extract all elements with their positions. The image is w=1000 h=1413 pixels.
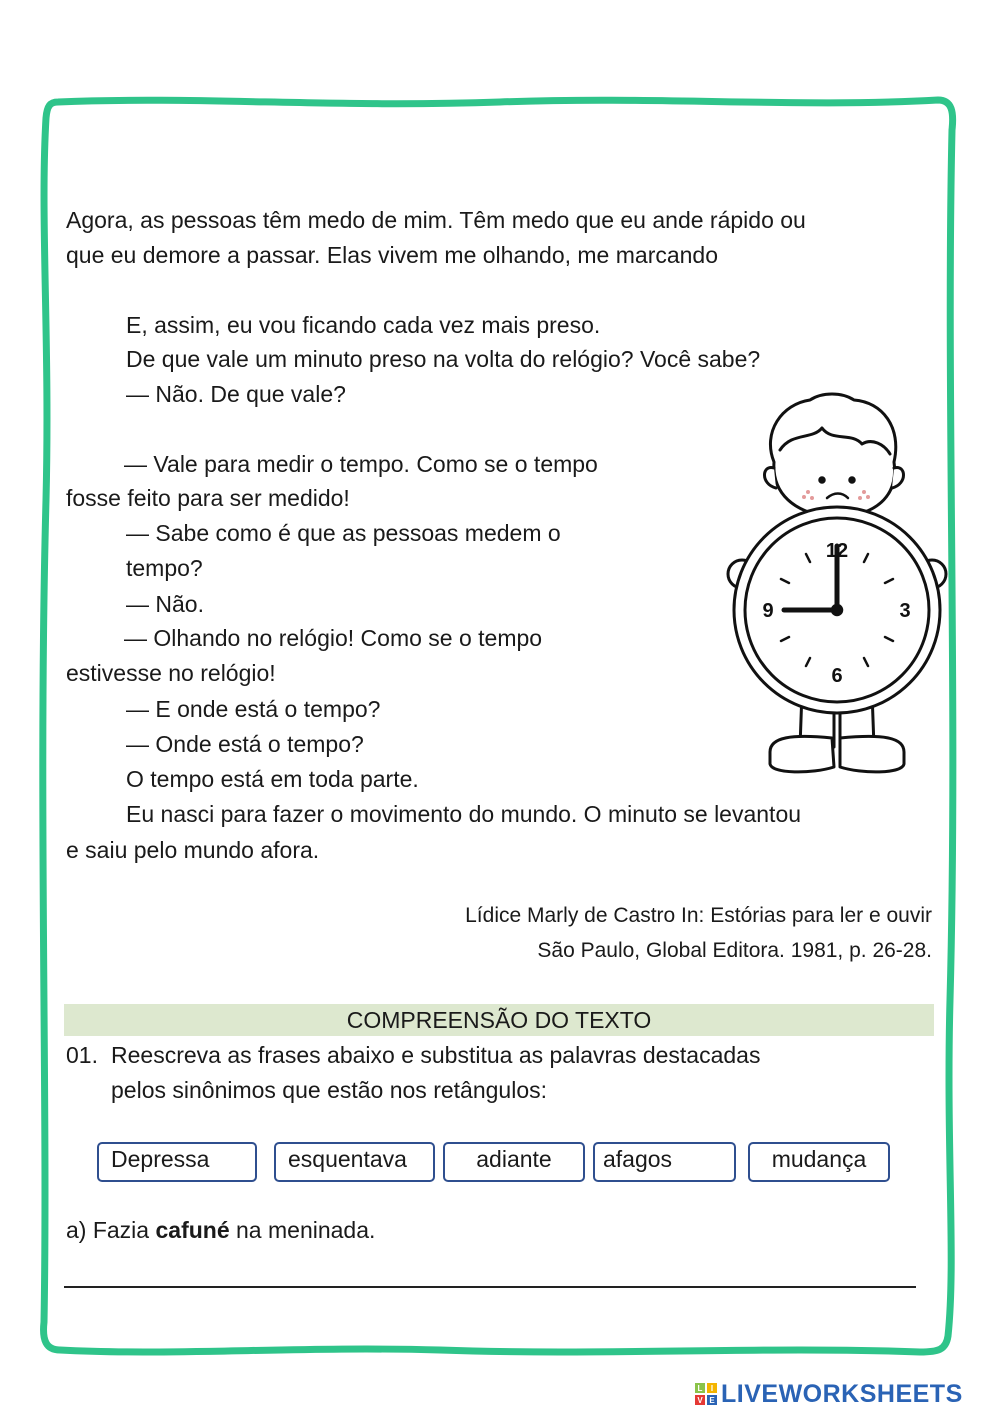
highlighted-word: cafuné <box>155 1217 230 1243</box>
logo-letter: I <box>710 1384 714 1393</box>
story-line: — Sabe como é que as pessoas medem o <box>126 520 561 546</box>
clock-number-12: 12 <box>825 540 849 562</box>
story-line: O tempo está em toda parte. <box>126 766 419 792</box>
question-number: 01. <box>66 1042 98 1068</box>
source-citation: São Paulo, Global Editora. 1981, p. 26-28. <box>537 939 932 962</box>
question-text: pelos sinônimos que estão nos retângulos: <box>111 1077 548 1103</box>
synonym-box: adiante <box>443 1142 585 1182</box>
story-line: E, assim, eu vou ficando cada vez mais preso. <box>126 312 601 338</box>
section-heading-bar <box>64 1004 934 1036</box>
story-line: De que vale um minuto preso na volta do relógio? Você sabe? <box>126 346 761 372</box>
story-line: tempo? <box>126 555 203 581</box>
item-text: a) Fazia <box>66 1217 156 1243</box>
story-line: — Onde está o tempo? <box>126 731 364 757</box>
clock-number-6: 6 <box>831 665 843 687</box>
story-line: Agora, as pessoas têm medo de mim. Têm medo que eu ande rápido ou <box>66 207 806 233</box>
synonym-box: esquentava <box>274 1142 435 1182</box>
synonym-box: Depressa <box>97 1142 257 1182</box>
story-line: — Vale para medir o tempo. Como se o tempo <box>124 451 598 477</box>
logo-text: LIVEWORKSHEETS <box>721 1379 963 1408</box>
answer-line[interactable] <box>64 1286 916 1288</box>
story-line: e saiu pelo mundo afora. <box>66 837 320 863</box>
clock-number-3: 3 <box>899 600 911 622</box>
story-line: que eu demore a passar. Elas vivem me olhando, me marcando <box>66 242 719 268</box>
story-line: — Não. <box>126 591 204 617</box>
liveworksheets-logo <box>695 1378 963 1410</box>
story-line: — Olhando no relógio! Como se o tempo <box>124 625 543 651</box>
clock-number-9: 9 <box>762 600 774 622</box>
story-line: fosse feito para ser medido! <box>66 485 350 511</box>
exercise-item-a <box>66 1215 375 1245</box>
story-line: — Não. De que vale? <box>126 381 346 407</box>
question-text: Reescreva as frases abaixo e substitua as palavras destacadas <box>111 1042 761 1068</box>
section-heading: COMPREENSÃO DO TEXTO <box>346 1007 652 1033</box>
item-text: na meninada. <box>229 1217 376 1243</box>
logo-letter: V <box>697 1396 703 1405</box>
logo-letter: L <box>697 1384 703 1393</box>
story-line: estivesse no relógio! <box>66 660 276 686</box>
story-line: — E onde está o tempo? <box>126 696 381 722</box>
synonym-box: afagos <box>593 1142 736 1182</box>
synonym-box: mudança <box>748 1142 890 1182</box>
logo-mark-icon <box>695 1383 717 1405</box>
story-line: Eu nasci para fazer o movimento do mundo. O minuto se levantou <box>126 801 802 827</box>
boy-with-clock-illustration <box>722 392 952 792</box>
logo-letter: E <box>709 1396 715 1405</box>
source-citation: Lídice Marly de Castro In: Estórias para ler e ouvir <box>465 904 932 927</box>
